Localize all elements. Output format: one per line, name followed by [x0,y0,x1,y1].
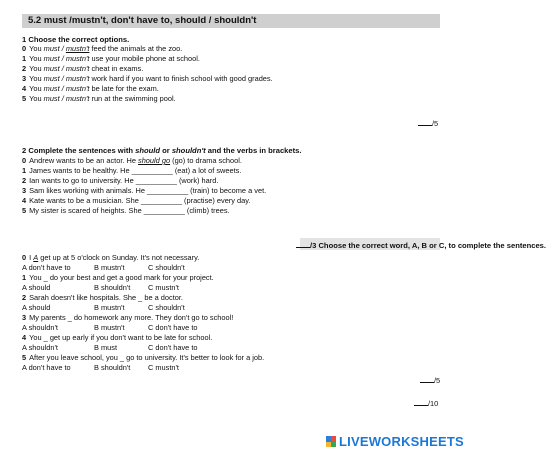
answer-blank[interactable]: __________ [131,166,173,175]
option-a[interactable]: A shouldn't [22,343,58,352]
options-text[interactable]: must / mustn't [43,64,90,73]
section2-item: 5 My sister is scared of heights. She __________ (climb) trees. [22,206,230,215]
section3-score: /5 [420,375,440,386]
options-text[interactable]: must / mustn't [43,84,90,93]
title-bar [22,14,440,28]
option-a[interactable]: A shouldn't [22,323,58,332]
section1-item: 3 You must / mustn't work hard if you want to finish school with good grades. [22,74,273,83]
option-b[interactable]: B shouldn't [94,363,131,372]
option-c[interactable]: C shouldn't [148,263,185,272]
section2-heading: 2 Complete the sentences with should or shouldn't and the verbs in brackets. [22,146,302,155]
page-title: 5.2 must /mustn't, don't have to, should / shouldn't [28,15,257,26]
option-a[interactable]: A should [22,283,51,292]
answer-blank[interactable]: __________ [135,176,177,185]
section2-item: 0 Andrew wants to be an actor. He should go (go) to drama school. [22,156,242,165]
options-text[interactable]: must / mustn't [43,74,90,83]
answer-blank[interactable]: __________ [143,206,185,215]
logo-mark-icon [326,436,336,447]
option-a[interactable]: A don't have to [22,263,71,272]
section3-heading: /3 Choose the correct word, A, B or C, to complete the sentences. [296,240,546,250]
options-text[interactable]: must / mustn't [43,94,90,103]
option-b[interactable]: B shouldn't [94,283,131,292]
section2-item: 2 Ian wants to go to university. He __________ (work) hard. [22,176,219,185]
section3-question: 2 Sarah doesn't like hospitals. She _ be a doctor. [22,293,183,302]
option-c[interactable]: C don't have to [148,323,198,332]
section3-question: 3 My parents _ do homework any more. They don't go to school! [22,313,234,322]
option-b[interactable]: B mustn't [94,323,125,332]
option-b[interactable]: B must [94,343,117,352]
section2-item: 3 Sam likes working with animals. He __________ (train) to become a vet. [22,186,267,195]
section3-question: 5 After you leave school, you _ go to university. It's better to look for a job. [22,353,265,362]
answer-blank[interactable]: __________ [147,186,189,195]
option-c[interactable]: C don't have to [148,343,198,352]
section2-item: 4 Kate wants to be a musician. She __________ (practise) every day. [22,196,251,205]
section3-question: 0 I A get up at 5 o'clock on Sunday. It's not necessary. [22,253,200,262]
option-c[interactable]: C mustn't [148,283,179,292]
section1-item: 1 You must / mustn't use your mobile phone at school. [22,54,200,63]
option-b[interactable]: B mustn't [94,263,125,272]
option-c[interactable]: C mustn't [148,363,179,372]
option-c[interactable]: C shouldn't [148,303,185,312]
answer-blank[interactable]: __________ [140,196,182,205]
section1-item: 0 You must / mustn't feed the animals at the zoo. [22,44,183,53]
option-a[interactable]: A should [22,303,51,312]
option-a[interactable]: A don't have to [22,363,71,372]
section1-item: 2 You must / mustn't cheat in exams. [22,64,144,73]
section3-question: 1 You _ do your best and get a good mark for your project. [22,273,214,282]
liveworksheets-logo [326,434,464,449]
option-b[interactable]: B mustn't [94,303,125,312]
section3-question: 4 You _ get up early if you don't want to be late for school. [22,333,213,342]
total-score: /10 [414,398,438,409]
section1-heading: 1 Choose the correct options. [22,35,130,44]
logo-text: LIVEWORKSHEETS [339,434,464,449]
section1-item: 5 You must / mustn't run at the swimming pool. [22,94,176,103]
section2-item: 1 James wants to be healthy. He __________ (eat) a lot of sweets. [22,166,242,175]
section1-score: /5 [418,118,438,129]
section1-item: 4 You must / mustn't be late for the exam. [22,84,159,93]
options-text[interactable]: must / mustn't [43,54,90,63]
options-text[interactable]: must / mustn't [43,44,90,53]
example-answer: should go [138,156,171,165]
